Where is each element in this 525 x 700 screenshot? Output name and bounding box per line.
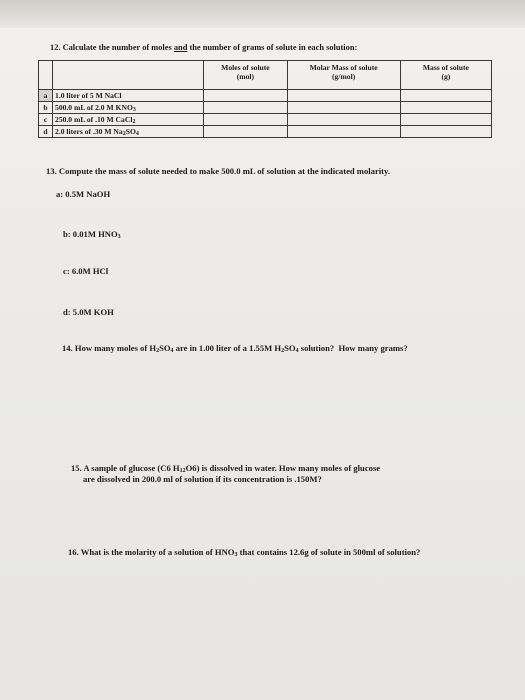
row-letter: d <box>39 126 53 138</box>
cell-moles[interactable] <box>204 102 287 114</box>
underlined-word: and <box>173 43 188 52</box>
header-molar-mass: Molar Mass of solute (g/mol) <box>287 61 400 90</box>
question-13-d: d: 5.0M KOH <box>63 307 114 317</box>
cell-molar-mass[interactable] <box>287 114 400 126</box>
cell-mass[interactable] <box>400 114 491 126</box>
cell-molar-mass[interactable] <box>287 90 400 102</box>
cell-moles[interactable] <box>204 126 287 138</box>
table-row <box>39 114 492 126</box>
cell-mass[interactable] <box>400 102 491 114</box>
question-13-b: b: 0.01M $HNO_3$ <box>63 229 121 240</box>
header-mass: Mass of solute (g) <box>400 61 491 90</box>
question-16: 16. What is the molarity of a solution of $HNO_3$ that contains 12.6g of solute in 500ml of solution? <box>68 547 421 558</box>
cell-molar-mass[interactable] <box>287 102 400 114</box>
cell-moles[interactable] <box>204 114 287 126</box>
table-row <box>39 102 492 114</box>
table-row <box>39 90 492 102</box>
question-15-line1: 15. A sample of glucose (C6 $H_{12}O6$) is dissolved in water. How many moles of glucose <box>71 463 381 474</box>
header-moles: Moles of solute (mol) <box>204 61 287 90</box>
cell-mass[interactable] <box>400 126 491 138</box>
question-15-line2: are dissolved in 200.0 ml of solution if its concentration is .150M? <box>83 474 322 484</box>
row-item: 2.0 liters of .30 M $Na_2SO_4$ <box>53 126 204 138</box>
moles-table <box>38 60 492 138</box>
row-item: 1.0 liter of 5 M NaCl <box>53 90 204 102</box>
question-12: 12. Calculate the number of moles and the number of grams of solute in each solution: <box>50 43 358 52</box>
question-13: 13. Compute the mass of solute needed to make 500.0 mL of solution at the indicated molarity. <box>46 166 390 176</box>
question-13-c: c: 6.0M HCl <box>63 266 109 276</box>
cell-moles[interactable] <box>204 90 287 102</box>
question-13-a: a: 0.5M NaOH <box>56 189 111 199</box>
row-letter: b <box>39 102 53 114</box>
cell-mass[interactable] <box>400 90 491 102</box>
page-shadow <box>0 0 525 28</box>
row-letter: c <box>39 114 53 126</box>
row-letter: a <box>39 90 53 102</box>
row-item: 250.0 mL of .10 M CaCl$_2$ <box>53 114 204 126</box>
table-header-row <box>39 61 492 90</box>
cell-molar-mass[interactable] <box>287 126 400 138</box>
question-14: 14. How many moles of $H_2SO_4$ are in 1.00 liter of a 1.55M $H_2SO_4$ solution? How many grams? <box>62 343 408 354</box>
row-item: 500.0 mL of 2.0 M $KNO_3$ <box>53 102 204 114</box>
table-row <box>39 126 492 138</box>
